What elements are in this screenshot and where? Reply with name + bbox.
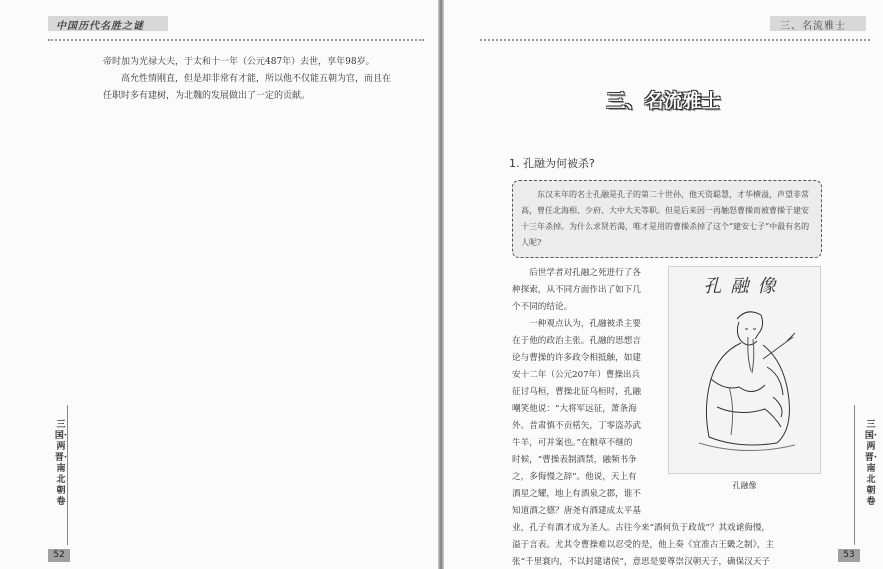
portrait-caption: 孔融像 [732,481,757,490]
left-header-divider [48,39,424,41]
right-header-divider [480,39,870,41]
column-line: 时候，“曹操表制酒禁，融频书争 [512,455,637,465]
full-line: 业，孔子有酒才成为圣人。古往今来“酒何负于政哉”？其戏谑侮慢， [512,523,771,533]
column-line: 牛羊，可并案也。”在粮草不继的 [512,438,633,448]
left-body-text [103,54,399,105]
kong-rong-portrait [668,266,821,490]
full-line: 张“千里寰内，不以封建诸侯”，意思是要尊崇汉朝天子，确保汉天子 [512,557,771,567]
column-line: 后世学者对孔融之死进行了各 [529,268,641,278]
left-paragraph-2: 高允性情刚直，但是却非常有才能，所以他不仅能五朝为官，而且在任职时多有建树，为北魏的发展做出了一定的贡献。 [103,74,392,101]
right-margin-rule [854,405,855,545]
chapter-title: 三、名流雅士 [606,90,721,112]
right-page-number: 53 [838,549,860,562]
column-line: 外。昔肃慎不贡楛矢，丁零盗苏武 [512,421,641,431]
right-column-text [512,265,667,520]
left-side-label: 三国·两晋·南北朝卷 [54,420,68,507]
column-line: 酒星之耀，地上有酒泉之郡，谁不 [512,489,641,499]
portrait-illustration [669,267,820,473]
left-paragraph-1: 帝时加为光禄大夫，于太和十一年（公元487年）去世，享年98岁。 [103,57,375,67]
column-line: 安十二年（公元207年）曹操出兵 [512,370,641,380]
column-line: 嘲笑他说：“大将军远征，萧条海 [512,404,637,414]
right-page [444,0,883,569]
intro-box [512,180,822,258]
full-line: 溢于言表。尤其令曹操难以忍受的是，他上奏《宜准古王畿之制》，主 [512,540,775,550]
column-line: 在于他的政治主张。孔融的思想言 [512,336,641,346]
column-line: 种探索，从不同方面作出了如下几 [512,285,641,295]
column-line: 之，多侮慢之辞”。他说，天上有 [512,472,637,482]
portrait-inscription: 孔融像 [703,276,785,297]
column-line: 个不同的结论。 [512,302,573,312]
left-page [0,0,438,569]
left-page-number: 52 [48,549,70,562]
right-side-label: 三国·两晋·南北朝卷 [864,420,878,507]
right-full-width-text [512,520,822,569]
column-line: 一种观点认为，孔融被杀主要 [529,319,641,329]
column-line: 论与曹操的许多政令相抵触，如建 [512,353,641,363]
column-line: 知道酒之德？唐尧有酒建成太平基 [512,506,641,516]
intro-box-text: 东汉末年的名士孔融是孔子的第二十世孙，他天资聪慧，才华横溢，声望非常高，曾任北海相、少府、大中大夫等职。但是后来因一再触怒曹操而被曹操于建安十三年杀掉。为什么求贤若渴，唯才是用的曹操杀掉了这个“建安七子”中最有名的人呢? [521,190,810,247]
section-title: 1. 孔融为何被杀? [509,157,595,170]
column-line: 征讨乌桓，曹操北征乌桓时，孔融 [512,387,641,397]
right-header-title: 三、名流雅士 [780,21,846,32]
left-header-title: 中国历代名胜之谜 [56,21,144,32]
